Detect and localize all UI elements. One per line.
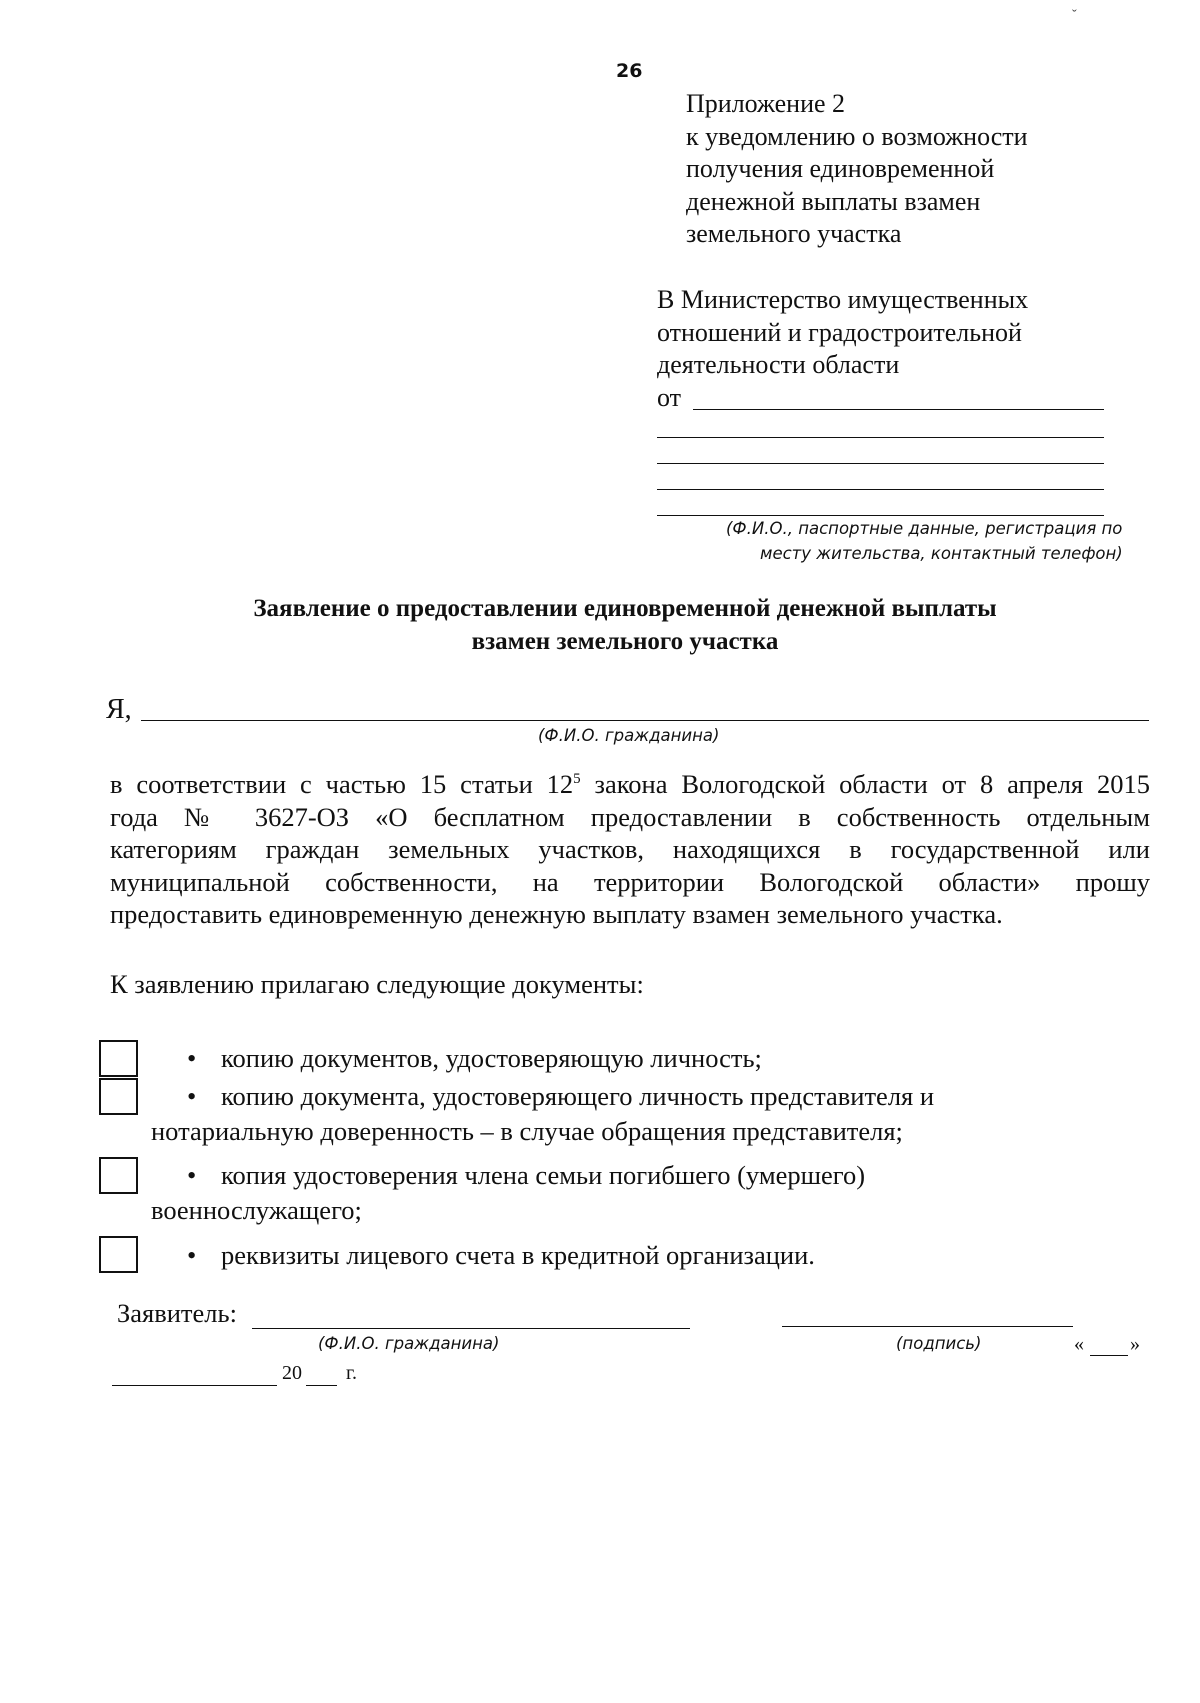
attachment-item bbox=[187, 1240, 815, 1271]
addressee-line: В Министерство имущественных bbox=[657, 285, 1029, 314]
attachment-text: копию документа, удостоверяющего личность представителя и bbox=[221, 1081, 935, 1111]
attachments-heading: К заявлению прилагаю следующие документы: bbox=[110, 969, 644, 999]
bullet: • bbox=[187, 1043, 197, 1073]
attachment-checkbox-4[interactable] bbox=[99, 1236, 138, 1273]
paragraph-line: года № 3627-ОЗ «О бесплатном предоставлении в собственность отдельным bbox=[110, 801, 1150, 832]
from-label: от bbox=[657, 383, 682, 412]
attachment-checkbox-3[interactable] bbox=[99, 1157, 138, 1194]
applicant-name-line[interactable] bbox=[141, 720, 1149, 721]
attachment-text-continuation: военнослужащего; bbox=[151, 1195, 362, 1225]
appendix-line: денежной выплаты взамен bbox=[686, 186, 981, 216]
title-line1: Заявление о предоставлении единовременной денежной выплаты bbox=[253, 595, 997, 622]
paragraph-part: закона Вологодской области от 8 апреля 2015 bbox=[580, 769, 1150, 799]
sender-field-line-4[interactable] bbox=[657, 489, 1104, 490]
appendix-line: получения единовременной bbox=[686, 154, 995, 183]
attachment-text: копия удостоверения члена семьи погибшего (умершего) bbox=[221, 1160, 866, 1190]
year-suffix: г. bbox=[346, 1362, 357, 1384]
paragraph-part: в соответствии с частью 15 статьи 12 bbox=[110, 769, 574, 799]
attachment-item bbox=[187, 1081, 934, 1112]
signature-hint: (подпись) bbox=[896, 1334, 982, 1353]
year-prefix: 20 bbox=[282, 1362, 302, 1384]
applicant-name-hint: (Ф.И.О. гражданина) bbox=[538, 726, 720, 745]
addressee-line: деятельности области bbox=[657, 350, 900, 379]
appendix-line: Приложение 2 bbox=[686, 89, 846, 118]
sender-hint-line2: месту жительства, контактный телефон) bbox=[760, 544, 1123, 563]
appendix-line: к уведомлению о возможности bbox=[686, 121, 1028, 151]
month-field-line[interactable] bbox=[112, 1385, 277, 1386]
paragraph-line bbox=[110, 768, 1150, 801]
page-number: 26 bbox=[616, 60, 643, 82]
applicant-fio-hint: (Ф.И.О. гражданина) bbox=[318, 1334, 500, 1353]
signature-line[interactable] bbox=[782, 1326, 1073, 1327]
attachment-checkbox-1[interactable] bbox=[99, 1040, 138, 1077]
addressee-line: отношений и градостроительной bbox=[657, 317, 1022, 347]
day-quote-open: « bbox=[1074, 1333, 1084, 1355]
bullet: • bbox=[187, 1081, 197, 1111]
day-field-line[interactable] bbox=[1090, 1355, 1128, 1356]
sender-field-line-1[interactable] bbox=[693, 409, 1104, 410]
attachment-checkbox-2[interactable] bbox=[99, 1078, 138, 1115]
applicant-pronoun: Я, bbox=[106, 694, 132, 725]
day-quote-close: » bbox=[1130, 1333, 1140, 1355]
attachment-text: реквизиты лицевого счета в кредитной организации. bbox=[221, 1240, 815, 1270]
article-superscript: 5 bbox=[573, 771, 581, 788]
paragraph-line: предоставить единовременную денежную выплату взамен земельного участка. bbox=[110, 899, 1003, 930]
addressee-block bbox=[657, 284, 1028, 382]
attachment-text-continuation: нотариальную доверенность – в случае обращения представителя; bbox=[151, 1116, 903, 1146]
bullet: • bbox=[187, 1240, 197, 1270]
year-field-line[interactable] bbox=[306, 1385, 337, 1386]
applicant-label: Заявитель: bbox=[117, 1298, 237, 1328]
sender-field-line-5[interactable] bbox=[657, 515, 1104, 516]
request-paragraph bbox=[110, 768, 1150, 931]
paragraph-line: муниципальной собственности, на территории Вологодской области» прошу bbox=[110, 866, 1150, 897]
sender-hint-line1: (Ф.И.О., паспортные данные, регистрация по bbox=[726, 519, 1123, 538]
sender-field-line-2[interactable] bbox=[657, 437, 1104, 438]
sender-field-line-3[interactable] bbox=[657, 463, 1104, 464]
applicant-fio-line[interactable] bbox=[252, 1328, 690, 1329]
attachment-item bbox=[187, 1160, 865, 1191]
appendix-block bbox=[686, 88, 1028, 251]
paragraph-line: категориям граждан земельных участков, находящихся в государственной или bbox=[110, 834, 1150, 865]
appendix-line: земельного участка bbox=[686, 219, 902, 248]
bullet: • bbox=[187, 1160, 197, 1190]
scan-mark: ˇ bbox=[1072, 8, 1077, 23]
attachment-item bbox=[187, 1043, 762, 1074]
attachment-text: копию документов, удостоверяющую личность; bbox=[221, 1043, 762, 1073]
document-title bbox=[100, 592, 1150, 658]
title-line2: взамен земельного участка bbox=[471, 628, 779, 655]
